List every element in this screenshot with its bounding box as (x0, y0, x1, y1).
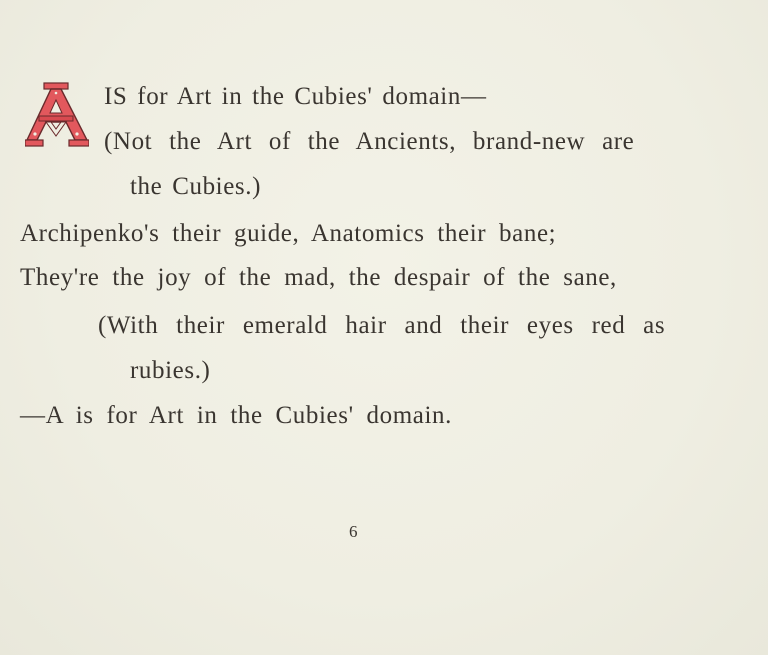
poem-line-5: They're the joy of the mad, the despair of the sane, (20, 264, 617, 291)
poem-line-4: Archipenko's their guide, Anatomics their bane; (20, 220, 557, 247)
poem-line-2: (Not the Art of the Ancients, brand-new are (104, 128, 635, 155)
poem-line-3: the Cubies.) (130, 173, 262, 200)
drop-cap-a-icon (25, 82, 89, 148)
poem-line-7: rubies.) (130, 357, 211, 384)
poem-line-8: —A is for Art in the Cubies' domain. (20, 402, 452, 429)
page-number: 6 (349, 522, 358, 541)
poem-line-6: (With their emerald hair and their eyes red as (98, 312, 666, 339)
drop-cap-initial (25, 82, 89, 148)
poem-line-1: IS for Art in the Cubies' domain— (104, 83, 487, 110)
